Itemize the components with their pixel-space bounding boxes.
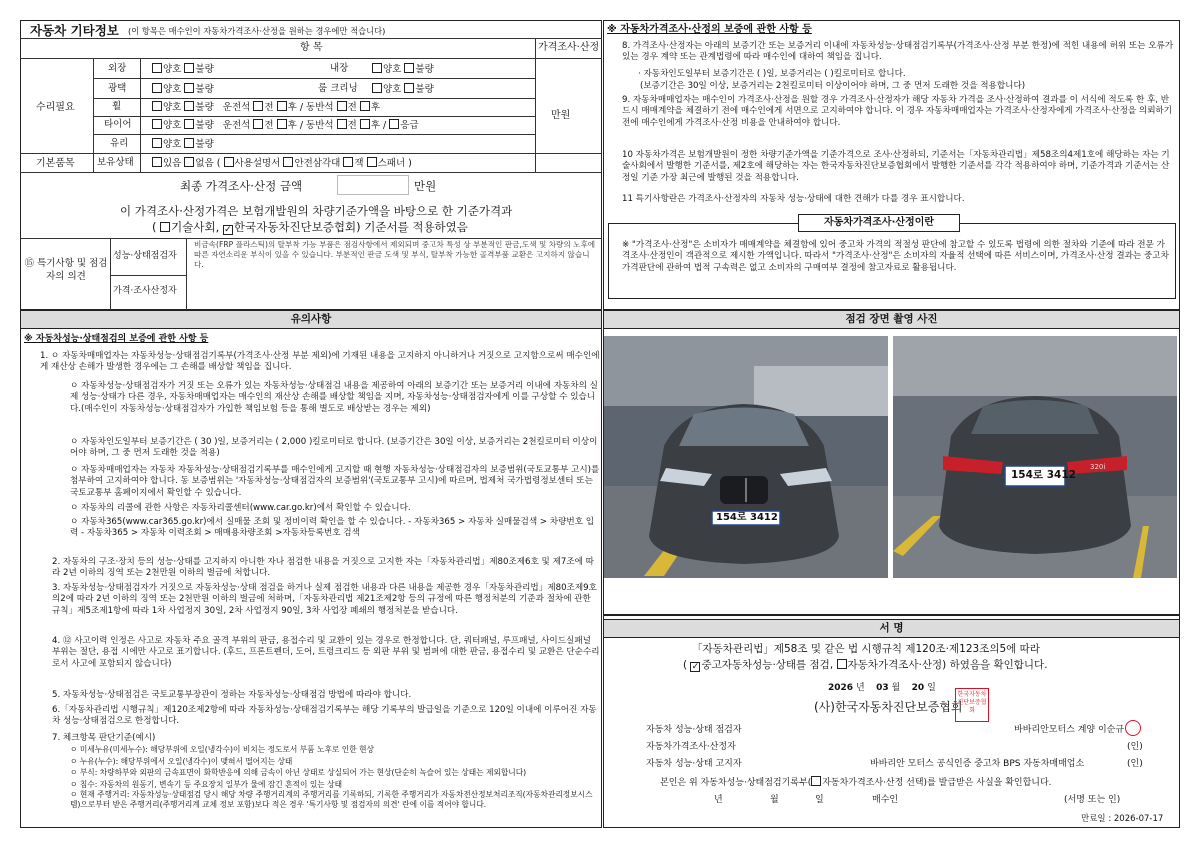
spanner-label: 스패너 ) — [377, 158, 412, 169]
car-front-image — [604, 336, 888, 578]
sign-price-checkbox[interactable] — [837, 659, 847, 669]
inspector-seal — [1125, 720, 1141, 736]
sign-line1: 「자동차관리법」제58조 및 같은 법 시행규칙 제120조·제123조의5에 따라 — [692, 643, 1040, 655]
glass-bad-checkbox[interactable] — [184, 138, 194, 148]
wheel-passenger-rear-checkbox[interactable] — [360, 101, 370, 111]
basis-line: 이 가격조사·산정가격은 보험개발원의 차량기준가액을 바탕으로 한 기준가격과 — [120, 204, 513, 218]
tire-options[interactable] — [152, 119, 419, 132]
wheel-driver-rear-checkbox[interactable] — [277, 101, 287, 111]
roomclean-bad-checkbox[interactable] — [404, 83, 414, 93]
sign-receipt[interactable] — [660, 776, 1052, 789]
front-plate: 154로 3412 — [716, 512, 778, 523]
row-gloss-label: 광택 — [108, 83, 127, 94]
final-price-label: 최종 가격조사·산정 금액 — [180, 179, 303, 193]
sign-inspector-role: 자동차 성능·상태 점검자 — [646, 725, 742, 735]
model-badge: 320i — [1090, 463, 1106, 471]
note-10: 10 자동차가격은 보험개발원이 정한 차량기준가액을 기준가격으로 조사·산정하되, 기준서는「자동차관리법」제58조의4제1호에 해당하는 자는 기술사회에서 발행한 기준서를, 제2호에 해당하는 자는 한국자동차진단보증협회에서 발행한 기준서를 각각 적용하여야 하며, 기준가격과 기준서는 산정일 기준 가장 최근에 발행된 것을 적용합니다. — [622, 150, 1170, 183]
bad-label: 불량 — [195, 139, 214, 150]
col-item-header: 항 목 — [300, 42, 323, 53]
tire-good-checkbox[interactable] — [152, 119, 162, 129]
org-seal: 한국자동차진단보증협회 — [955, 688, 989, 722]
notes-item: 6.「자동차관리법 시행규칙」제120조제2항에 따라 자동차성능·상태점검기록부는 해당 기록부의 발급일을 기준으로 120일 이내에 이루어진 자동차 성능·상태점검으로 한정합니다. — [52, 705, 597, 727]
none-label: 없음 — [195, 158, 214, 169]
tire-emergency-checkbox[interactable] — [389, 119, 399, 129]
row-exterior-label: 외장 — [108, 63, 127, 74]
sign-notifier-name: 바바리안 모터스 공식인증 중고차 BPS 자동차매매업소 — [870, 759, 1085, 769]
wheel-good-checkbox[interactable] — [152, 101, 162, 111]
final-price-unit: 만원 — [414, 179, 437, 193]
emergency-label: 응급 — [400, 120, 419, 131]
car-rear-image — [893, 336, 1177, 578]
jack-checkbox[interactable] — [343, 157, 353, 167]
other-info-title: 자동차 기타정보 — [30, 23, 119, 38]
basis-kaida-checkbox[interactable]: ✓ — [224, 225, 232, 235]
price-unit-col: 만원 — [551, 110, 571, 121]
receipt-b: 자동차가격조사·산정 선택)를 발급받은 사실을 확인합니다. — [822, 778, 1052, 788]
notes-item: ㅇ 자동차365(www.car365.go.kr)에서 실매물 조회 및 정비이력 확인을 할 수 있습니다. - 자동차365 > 자동차 실매물검색 > 차량번호 입력 - 자동차365 > 자동차 이력조회 > 매매용차량조회 >자동차등록번호 검색 — [70, 517, 595, 539]
exterior-options[interactable] — [152, 63, 214, 76]
owned-options[interactable] — [152, 157, 412, 170]
row-owned-label: 보유상태 — [97, 157, 134, 168]
manual-label: 사용설명서 — [234, 158, 281, 169]
gloss-bad-checkbox[interactable] — [184, 83, 194, 93]
good-label: 양호 — [163, 84, 182, 95]
rear-plate: 154로 3412 — [1011, 469, 1076, 481]
good-label: 양호 — [163, 64, 182, 75]
rear-label: 후 — [287, 102, 297, 113]
notes-item: ㅇ 자동차의 리콜에 관한 사항은 자동차리콜센터(www.car.go.kr)에서 확인할 수 있습니다. — [70, 503, 411, 513]
rear-label: 후 — [370, 120, 381, 131]
buyer-month-unit: 월 — [770, 795, 779, 805]
signature-bar: 서 명 — [603, 619, 1180, 638]
bad-label: 불량 — [415, 64, 434, 75]
bad-label: 불량 — [195, 120, 214, 131]
final-price-input[interactable] — [337, 175, 409, 195]
good-label: 양호 — [163, 120, 182, 131]
buyer-signature[interactable]: (서명 또는 인) — [1064, 795, 1121, 805]
manual-checkbox[interactable] — [224, 157, 234, 167]
roomclean-options[interactable] — [372, 83, 434, 96]
good-label: 양호 — [383, 84, 402, 95]
sign-pricer-role: 자동차가격조사·산정자 — [646, 742, 736, 752]
glass-good-checkbox[interactable] — [152, 138, 162, 148]
col-price-header: 가격조사·산정 — [538, 42, 600, 53]
notes-item: 7. 체크항목 판단기준(예시) — [52, 733, 156, 743]
wheel-bad-checkbox[interactable] — [184, 101, 194, 111]
notes-item: ㅇ 누유(누수): 해당부위에서 오일(냉각수)이 맺혀서 떨어지는 상태 — [70, 757, 293, 766]
notes-item: ㅇ 자동차매매업자는 자동차 자동차성능·상태점검기록부를 매수인에게 고지할 때 현행 자동차성능·상태점검자의 보증범위(국토교통부 고시)를 첨부하여 고지하여야 합니다. 동 보증범위는 '자동차성능·상태점검자의 보증범위'(국토교통부 고시)에 따르며, 법제처 국가법령정보센터 또는 국토교통부 홈페이지에서 확인할 수 있습니다. — [70, 465, 600, 498]
bad-label: 불량 — [195, 84, 214, 95]
note-8: 8. 가격조사·산정자는 아래의 보증기간 또는 보증거리 이내에 자동차성능·상태점검기록부(가격조사·산정 부분 한정)에 적힌 내용에 허위 또는 오류가 있는 경우 계약 또는 관계법령에 따라 매수인에 대하여 책임을 집니다. — [622, 41, 1174, 63]
notes-item: 3. 자동차성능·상태점검자가 거짓으로 자동차성능·상태 점검을 하거나 실제 점검한 내용과 다른 내용을 제공한 경우「자동차관리법」제80조제9호의2에 따라 2년 이하의 징역 또는 2천만원 이하의 벌금에 처하며,「자동차관리법 제21조제2항 등의 규정에 따른 행정처분의 기준과 절차에 관한 규칙」제5조제1항에 따라 1차 사업정지 30일, 2차 사업정지 90일, 3차 사업장 폐쇄의 행정처분을 받습니다. — [52, 583, 597, 616]
receipt-price-checkbox[interactable] — [811, 776, 821, 786]
expiry-date: 만료일 : 2026-07-17 — [1081, 814, 1164, 824]
notes-item: 4. ⑫ 사고이력 인정은 사고로 자동차 주요 골격 부위의 판금, 용접수리 및 교환이 있는 경우로 한정합니다. 단, 쿼터패널, 루프패널, 사이드실패널 부위는 절단, 용접 시에만 사고로 표기합니다. (후드, 프론트펜더, 도어, 트렁크리드 등 외판 부위 및 범퍼에 대한 판금, 용접수리 및 교환은 단순수리로서 사고에 포함되지 않습니다) — [52, 636, 600, 669]
passenger-label: / 동반석 — [299, 102, 334, 113]
sign-date — [828, 683, 936, 694]
notes-item: 1. ㅇ 자동차매매업자는 자동차성능·상태점검기록부(가격조사·산정 부분 제외)에 기재된 내용을 고지하지 아니하거나 거짓으로 고지함으로써 매수인에게 재산상 손해가 발생한 경우에는 그 손해를 배상할 책임을 집니다. — [40, 351, 600, 373]
row-tire-label: 타이어 — [104, 119, 132, 130]
sign-day: 20 — [911, 683, 925, 693]
notes-item: ㅇ 현재 주행거리: 자동차성능·상태점검 당시 해당 차량 주행거리계의 주행거리를 기록하되, 기록한 주행거리가 자동차전산정보처리조직(자동차관리정보시스템)으로부터 받은 주행거리(주행거리계 교체 정보 포함)보다 적은 경우 '특기사항 및 점검자의 의견' 란에 이를 적어야 합니다. — [70, 790, 593, 810]
buyer-year-unit: 년 — [714, 795, 723, 805]
row-wheel-label: 휠 — [112, 101, 122, 112]
notes-item: 5. 자동차성능·상태점검은 국토교통부장관이 정하는 자동차성능·상태점검 방법에 따라야 합니다. — [52, 690, 412, 700]
special-label: ⑮ 특기사항 및 점검자의 의견 — [24, 258, 108, 282]
spanner-checkbox[interactable] — [367, 157, 377, 167]
notes-item: ㅇ 부식: 차량하부와 외판의 금속표면이 화학반응에 의해 금속이 아닌 상태로 상실되어 가는 현상(단순히 녹슬어 있는 상태는 제외합니다) — [70, 768, 527, 777]
have-label: 있음 — [163, 158, 182, 169]
front-label: 전 — [347, 102, 357, 113]
triangle-label: 안전삼각대 — [294, 158, 341, 169]
group-basic-label: 기본품목 — [36, 158, 75, 169]
sign-day-unit: 일 — [927, 683, 936, 693]
special-text: 비금속(FRP 플라스틱)의 탈부착 가능 부품은 점검사항에서 제외되며 중고차 특성 상 부분적인 판금,도색 및 차량의 노후에 따른 자연소리운 부식이 있을 수 있습니다. 부분적인 판금 도색 및 부식, 탈부착 가능한 골격부품 교환은 고지하지 않습니다. — [194, 240, 596, 270]
tire-passenger-front-checkbox[interactable] — [337, 119, 347, 129]
row-interior-label: 내장 — [330, 63, 349, 74]
interior-bad-checkbox[interactable] — [404, 63, 414, 73]
row-glass-label: 유리 — [110, 138, 129, 149]
group-repair-label: 수리필요 — [36, 102, 75, 113]
roomclean-good-checkbox[interactable] — [372, 83, 382, 93]
price-definition-title: 자동차가격조사·산정이란 — [798, 214, 960, 232]
sign-year-unit: 년 — [855, 683, 865, 693]
front-label: 전 — [264, 102, 274, 113]
notes-title: ※ 자동차성능·상태점검의 보증에 관한 사항 등 — [24, 334, 209, 344]
tire-passenger-rear-checkbox[interactable] — [360, 119, 370, 129]
photo-bar: 점검 장면 촬영 사진 — [603, 310, 1180, 329]
price-definition-text: ※ "가격조사·산정"은 소비자가 매매계약을 체결함에 있어 중고차 가격의 적절성 판단에 참고할 수 있도록 법령에 의한 절차와 기준에 따라 전문 가격조사·산정인이 객관적으로 제시한 가액입니다. 따라서 "가격조사·산정"은 소비자의 자율적 선택에 따른 서비스이며, 가격조사·산정 결과는 중고차 가격판단에 관하여 법적 구속력은 없고 소비자의 구매여부 결정에 참고자료로 활용됩니다. — [622, 240, 1169, 273]
notes-item: ㅇ 자동차인도일부터 보증기간은 ( 30 )일, 보증거리는 ( 2,000 )킬로미터로 합니다. (보증기간은 30일 이상, 보증거리는 2천킬로미터 이상이어야 하며, 그 중 먼저 도래한 것을 적용) — [70, 437, 598, 459]
bad-label: 불량 — [195, 102, 214, 113]
paren-open: ( — [216, 158, 221, 169]
buyer-label: 매수인 — [872, 795, 899, 805]
car-front-photo — [604, 336, 888, 578]
driver-label: 운전석 — [222, 120, 251, 131]
sign-month-unit: 월 — [891, 683, 901, 693]
front-label: 전 — [347, 120, 357, 131]
tire-driver-rear-checkbox[interactable] — [277, 119, 287, 129]
price-guarantee-title: ※ 자동차가격조사·산정의 보증에 관한 사항 등 — [607, 24, 812, 35]
glass-options[interactable] — [152, 138, 214, 151]
tire-driver-front-checkbox[interactable] — [253, 119, 263, 129]
pricer-opinion-label: 가격·조사산정자 — [113, 286, 177, 296]
buyer-day-unit: 일 — [815, 795, 824, 805]
basis-options[interactable]: ( 기술사회, ✓ 한국자동차진단보증협회) 기준서를 적용하였음 — [152, 220, 468, 235]
sign-line2[interactable]: ( ✓ 중고자동차성능·상태를 점검, 자동차가격조사·산정) 하였음을 확인합니다. — [683, 659, 1048, 672]
sign-inspect-checkbox[interactable]: ✓ — [691, 662, 700, 672]
notes-item: ㅇ 침수: 자동차의 원동기, 변속기 등 주요장치 일부가 물에 잠긴 흔적이 있는 상태 — [70, 780, 342, 789]
front-label: 전 — [264, 120, 274, 131]
tire-bad-checkbox[interactable] — [184, 119, 194, 129]
owned-have-checkbox[interactable] — [152, 157, 162, 167]
jack-label: 잭 — [354, 158, 364, 169]
note-8a: · 자동차인도일부터 보증기간은 ( )일, 보증거리는 ( )킬로미터로 합니다. — [638, 69, 906, 79]
sign-year: 2026 — [828, 683, 854, 693]
sign-price-label: 자동차가격조사·산정) 하였음을 확인합니다. — [847, 659, 1048, 671]
notes-item: ㅇ 미세누유(미세누수): 해당부위에 오일(냉각수)이 비치는 정도로서 부품 노후로 인한 현상 — [70, 745, 374, 754]
sign-notifier-in: (인) — [1127, 759, 1143, 769]
triangle-checkbox[interactable] — [283, 157, 293, 167]
note-9: 9. 자동차매매업자는 매수인이 가격조사·산정을 원할 경우 가격조사·산정자가 해당 자동차 가격을 조사·산정하여 결과를 이 서식에 적도록 한 후, 반드시 매매계약을 체결하기 전에 매수인에게 서면으로 고지하여야 합니다. 이 경우 자동차매매업자는 가격조사·산정자에게 가격조사·산정을 의뢰하기 전에 매수인에게 가격조사·산정 비용을 안내하여야 합니다. — [622, 95, 1173, 128]
good-label: 양호 — [163, 102, 182, 113]
basis-tech-checkbox[interactable] — [160, 222, 170, 232]
notes-bar: 유의사항 — [20, 310, 602, 329]
good-label: 양호 — [163, 139, 182, 150]
rear-label: 후 — [370, 102, 381, 113]
sign-month: 03 — [876, 683, 889, 693]
basis-kaida-label: 한국자동차진단보증협회) 기준서를 적용하였음 — [233, 220, 468, 234]
exterior-good-checkbox[interactable] — [152, 63, 162, 73]
good-label: 양호 — [383, 64, 402, 75]
interior-options[interactable] — [372, 63, 434, 76]
interior-good-checkbox[interactable] — [372, 63, 382, 73]
car-rear-photo — [893, 336, 1177, 578]
exterior-bad-checkbox[interactable] — [184, 63, 194, 73]
sign-org: (사)한국자동차진단보증협회 — [814, 700, 963, 714]
note-8b: (보증기간은 30일 이상, 보증거리는 2천킬로미터 이상이어야 하며, 그 중 먼저 도래한 것을 적용합니다) — [640, 81, 1026, 91]
wheel-driver-front-checkbox[interactable] — [253, 101, 263, 111]
inspector-opinion-label: 성능·상태점검자 — [113, 251, 177, 261]
other-info-note: (이 항목은 매수인이 자동차가격조사·산정을 원하는 경우에만 적습니다) — [128, 26, 386, 36]
notes-item: 2. 자동차의 구조·장치 등의 성능·상태를 고지하지 아니한 자나 점검한 내용을 거짓으로 고지한 자는「자동차관리법」제80조제6호 및 제7조에 따라 2년 이하의 징역 또는 2천만원 이하의 벌금에 처합니다. — [52, 557, 594, 579]
passenger-label: / 동반석 — [299, 120, 334, 131]
wheel-options[interactable] — [152, 101, 380, 114]
sign-inspector-name: 바바리안모터스 계양 이순규 — [1014, 725, 1125, 735]
sign-inspect-label: 중고자동차성능·상태를 점검, — [701, 659, 834, 671]
basis-tech-label: 기술사회, — [171, 220, 220, 234]
notes-item: ㅇ 자동차성능·상태점검자가 거짓 또는 오류가 있는 자동차성능·상태점검 내용을 제공하여 아래의 보증기간 또는 보증거리 이내에 자동차의 실제 성능·상태가 다른 경우, 자동차매매업자는 매수인의 재산상 손해를 배상할 책임을 지며, 자동차성능·상태점검자에게 이를 구상할 수 있습니다.(매수인이 자동차성능·상태점검자가 가입한 책임보험 등을 통해 별도로 배상받는 경우는 제외) — [70, 381, 598, 414]
receipt-a: 본인은 위 자동차성능·상태점검기록부( — [660, 778, 812, 788]
gloss-good-checkbox[interactable] — [152, 83, 162, 93]
sign-pricer-in: (인) — [1127, 742, 1143, 752]
row-roomclean-label: 룸 크리닝 — [318, 83, 358, 94]
driver-label: 운전석 — [222, 102, 251, 113]
sign-notifier-role: 자동차 성능·상태 고지자 — [646, 759, 742, 769]
wheel-passenger-front-checkbox[interactable] — [337, 101, 347, 111]
note-11: 11 특기사항란은 가격조사·산정자의 자동차 성능·상태에 대한 견해가 다를 경우 표시합니다. — [622, 194, 965, 204]
bad-label: 불량 — [195, 64, 214, 75]
rear-label: 후 — [287, 120, 297, 131]
gloss-options[interactable] — [152, 83, 214, 96]
owned-none-checkbox[interactable] — [184, 157, 194, 167]
bad-label: 불량 — [415, 84, 434, 95]
slash-label: / — [383, 120, 387, 131]
